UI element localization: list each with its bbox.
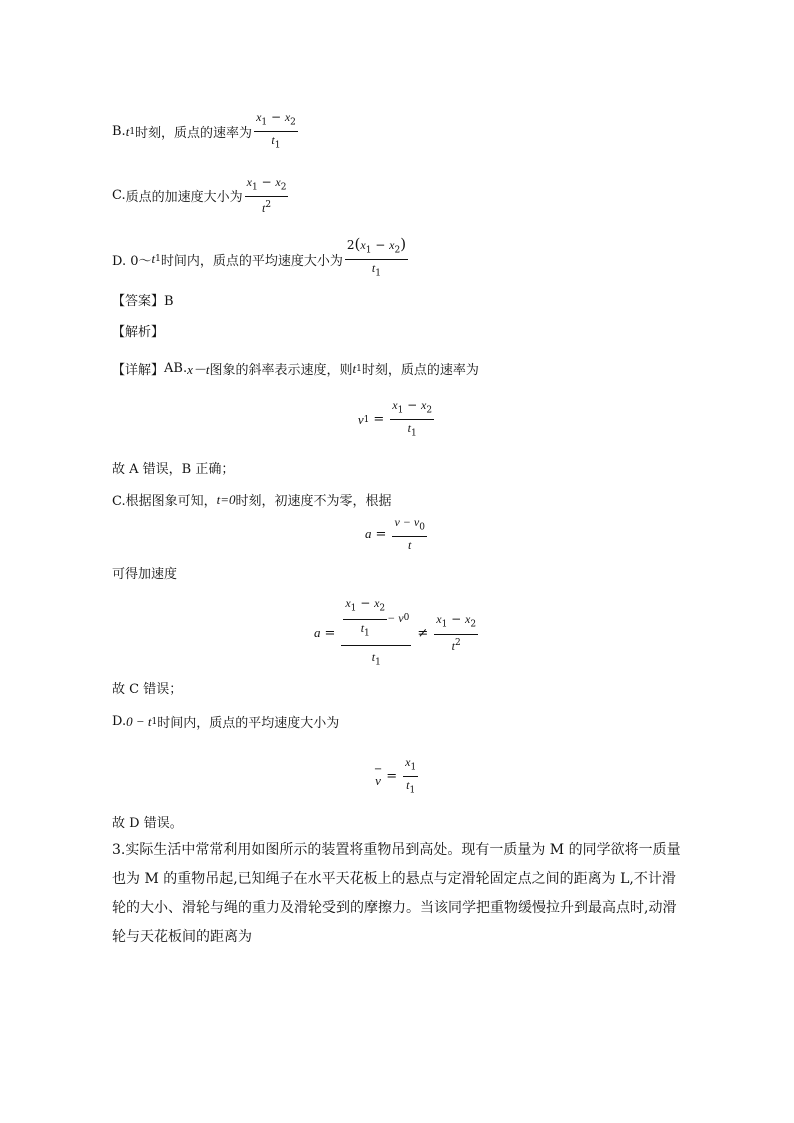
derive-acceleration: 可得加速度 xyxy=(112,567,178,582)
option-c: C. 质点的加速度大小为 $\frac{x_1 - x_2}{t^2}$ xyxy=(112,175,287,216)
option-d-analysis: D. 0 − t 1 时间内，质点的平均速度大小为 xyxy=(112,713,340,731)
fraction-x1-minus-x2-over-t1-squared: $\frac{x_1 - x_2}{t^2}$ xyxy=(246,175,287,216)
analysis-heading: 【解析】 xyxy=(112,325,165,340)
conclusion-c: 故 C 错误； xyxy=(112,682,183,697)
equation-average-velocity: − v = $\frac{x_1}{t_1}$ xyxy=(373,755,417,796)
question-3: 3.实际生活中常常利用如图所示的装置将重物吊到高处。现有一质量为 M 的同学欲将一质量也为 M 的重物吊起,已知绳子在水平天花板上的悬点与定滑轮固定点之间的距离为 L,不计滑轮的大小、滑轮与绳的重力及滑轮受到的摩擦力。当该同学把重物缓慢拉升到最高点时,动滑轮与天花板间的距离为 xyxy=(112,842,681,945)
fraction-x1-minus-x2-over-t1: $\frac{x_1 - x_2}{t_1}$ xyxy=(256,110,296,151)
answer-line: 【答案】B xyxy=(112,294,174,309)
equation-v1: v 1 = $\frac{x_1 - x_2}{t_1}$ xyxy=(357,398,433,439)
option-c-analysis: C.根据图象可知， t=0 时刻，初速度不为零，根据 xyxy=(112,491,392,509)
equation-a-definition: a = $\frac{v - v_0}{t}$ xyxy=(365,515,425,553)
conclusion-d: 故 D 错误。 xyxy=(112,816,183,831)
detail-line: 【详解】 AB. x－t 图象的斜率表示速度，则 t 1 时刻，质点的速率为 xyxy=(112,360,479,378)
conclusion-ab: 故 A 错误，B 正确； xyxy=(112,462,235,477)
fraction-2-paren-x1-minus-x2-over-t1: $\frac{2(x_1 - x_2)}{t_1}$ xyxy=(346,235,407,279)
option-d: D. 0～ t 1 时间内，质点的平均速度大小为 $\frac{2(x_1 - x_2)}{t_1}$ xyxy=(112,237,410,282)
equation-a-comparison: a = $\frac{x_1 - x_2}{t_1}$ − v 0 $t_1$ ≠ $\frac{x_1 - x_2}{t^2}$ xyxy=(313,596,477,668)
option-b: B. t 1 时刻，质点的速率为 $\frac{x_1 - x_2}{t_1}$ xyxy=(112,110,300,154)
